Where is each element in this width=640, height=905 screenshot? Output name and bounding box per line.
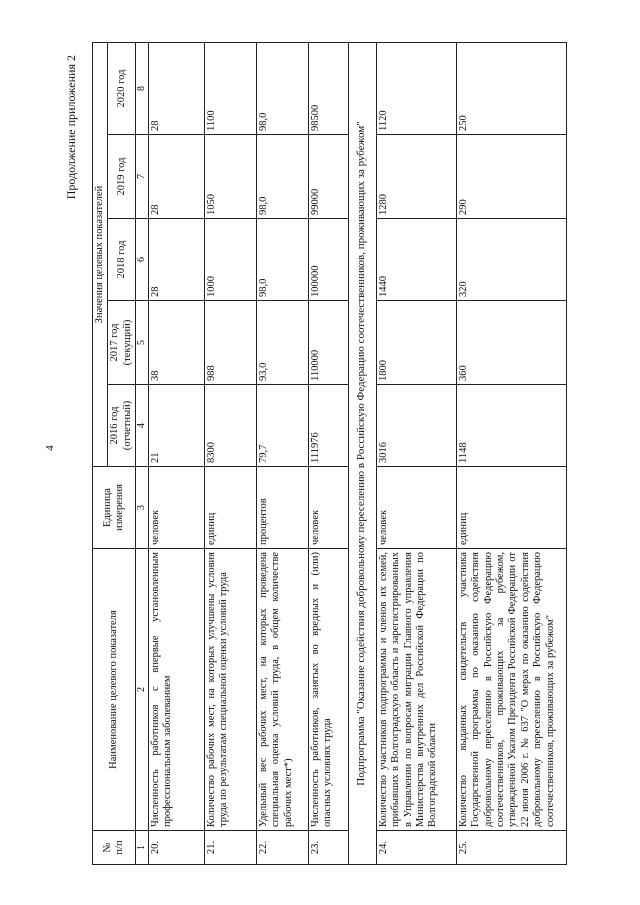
column-index-row — [136, 43, 149, 865]
continuation-note: Продолжение приложения 2 — [64, 55, 78, 200]
column-index: 4 — [136, 385, 149, 467]
row-unit: процентов — [256, 467, 308, 549]
header-row — [93, 43, 108, 865]
row-value-2020: 98,0 — [256, 43, 308, 135]
row-unit: единиц — [456, 467, 566, 549]
header-unit: Единица измерения — [93, 467, 136, 549]
row-value-2017: 38 — [148, 301, 204, 385]
row-name: Количество участников подпрограммы и членов их семей, прибывших в Волгоградскую область и зарегистрированных в Управлении по вопросам миграции Главного управления Министерства внутренних дел Российской Федерации по Волгоградской области — [376, 549, 456, 831]
header-name: Наименование целевого показателя — [93, 549, 136, 831]
header-year-2018: 2018 год — [108, 219, 136, 301]
column-index: 8 — [136, 43, 149, 135]
row-unit: человек — [376, 467, 456, 549]
row-num: 20. — [148, 831, 204, 865]
row-name: Количество выданных свидетельств участника Государственной программы по оказанию содействия добровольному переселению в Российскую Федерацию соотечественников, проживающих за рубежом, утвержденной Указом Президента Российской Федерации от 22 июня 2006 г. № 637 "О мерах по оказанию содействия добровольному переселению в Российскую Федерацию соотечественников, проживающих за рубежом" — [456, 549, 566, 831]
row-name: Численность работников, занятых во вредных и (или) опасных условиях труда — [308, 549, 348, 831]
column-index: 3 — [136, 467, 149, 549]
row-value-2018: 1440 — [376, 219, 456, 301]
row-value-2020: 98500 — [308, 43, 348, 135]
row-num: 24. — [376, 831, 456, 865]
row-value-2019: 98,0 — [256, 135, 308, 219]
row-value-2020: 1100 — [204, 43, 256, 135]
row-num: 22. — [256, 831, 308, 865]
subprogram-row — [348, 43, 376, 865]
row-value-2019: 99000 — [308, 135, 348, 219]
row-value-2016: 3016 — [376, 385, 456, 467]
row-num: 23. — [308, 831, 348, 865]
row-value-2018: 1000 — [204, 219, 256, 301]
column-index: 5 — [136, 301, 149, 385]
table-row — [148, 43, 204, 865]
row-value-2017: 360 — [456, 301, 566, 385]
row-value-2020: 250 — [456, 43, 566, 135]
header-values-group: Значения целевых показателей — [93, 43, 108, 467]
row-value-2019: 1280 — [376, 135, 456, 219]
row-value-2018: 98,0 — [256, 219, 308, 301]
header-year-2020: 2020 год — [108, 43, 136, 135]
row-value-2017: 1800 — [376, 301, 456, 385]
row-value-2018: 100000 — [308, 219, 348, 301]
row-value-2017: 110000 — [308, 301, 348, 385]
row-value-2020: 1120 — [376, 43, 456, 135]
row-unit: человек — [148, 467, 204, 549]
row-value-2020: 28 — [148, 43, 204, 135]
header-num: № п/п — [93, 831, 136, 865]
row-name: Численность работников с впервые установленным профессиональным заболеванием — [148, 549, 204, 831]
table-row — [456, 43, 566, 865]
row-unit: человек — [308, 467, 348, 549]
row-value-2016: 8300 — [204, 385, 256, 467]
column-index: 1 — [136, 831, 149, 865]
page-number: 4 — [44, 445, 56, 451]
row-value-2016: 79,7 — [256, 385, 308, 467]
header-year-2017: 2017 год (текущий) — [108, 301, 136, 385]
header-year-2016: 2016 год (отчетный) — [108, 385, 136, 467]
row-num: 25. — [456, 831, 566, 865]
table-row — [308, 43, 348, 865]
row-value-2018: 28 — [148, 219, 204, 301]
row-value-2016: 1148 — [456, 385, 566, 467]
row-name: Количество рабочих мест, на которых улучшены условия труда по результатам специальной оценки условий труда — [204, 549, 256, 831]
indicators-table — [92, 42, 567, 865]
row-value-2017: 988 — [204, 301, 256, 385]
row-value-2019: 28 — [148, 135, 204, 219]
table-row — [204, 43, 256, 865]
row-value-2019: 290 — [456, 135, 566, 219]
row-value-2016: 21 — [148, 385, 204, 467]
row-num: 21. — [204, 831, 256, 865]
row-value-2018: 320 — [456, 219, 566, 301]
column-index: 2 — [136, 549, 149, 831]
header-year-2019: 2019 год — [108, 135, 136, 219]
row-value-2016: 111976 — [308, 385, 348, 467]
table-row — [256, 43, 308, 865]
row-unit: единиц — [204, 467, 256, 549]
row-value-2017: 93,0 — [256, 301, 308, 385]
subprogram-title: Подпрограмма "Оказание содействия добровольному переселению в Российскую Федерацию соотечественников, проживающих за рубежом" — [348, 43, 376, 865]
column-index: 6 — [136, 219, 149, 301]
column-index: 7 — [136, 135, 149, 219]
table-row — [376, 43, 456, 865]
row-value-2019: 1050 — [204, 135, 256, 219]
row-name: Удельный вес рабочих мест, на которых проведена специальная оценка условий труда, в общем количестве рабочих мест*) — [256, 549, 308, 831]
